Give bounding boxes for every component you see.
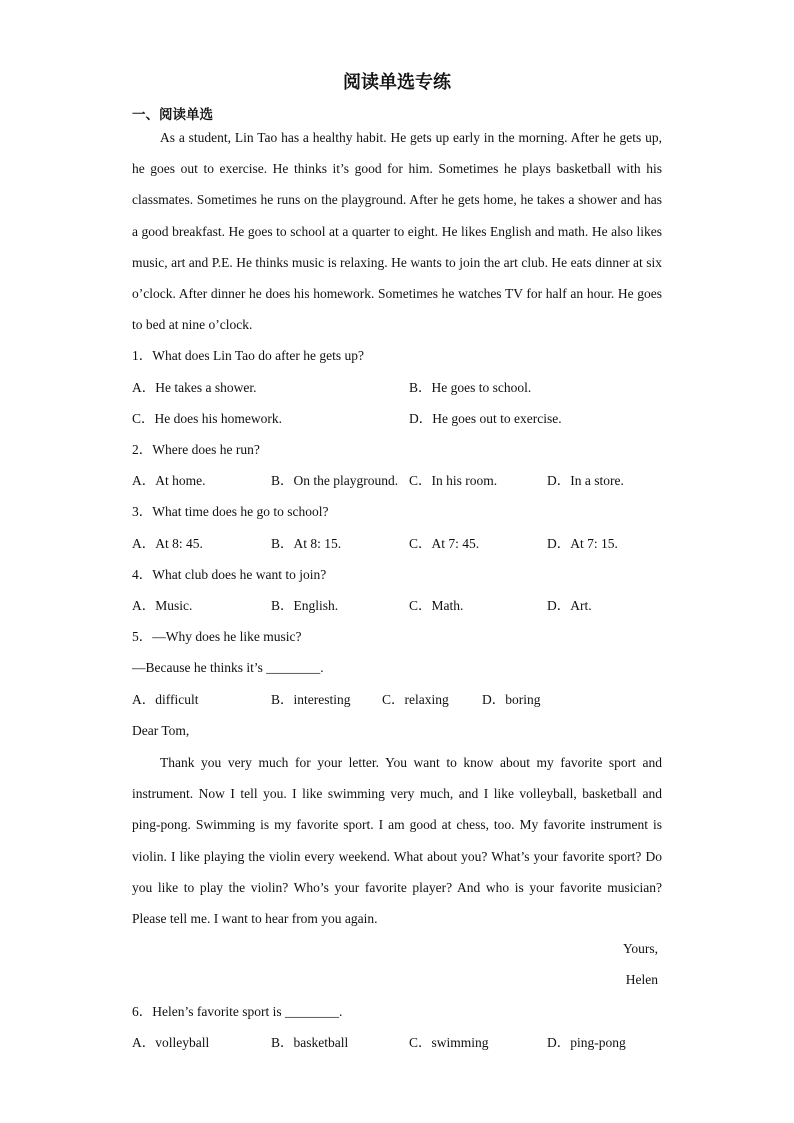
- question-6-option-d: D．ping-pong: [547, 1035, 626, 1050]
- question-5-stem-response: —Because he thinks it’s ________.: [132, 660, 324, 675]
- question-6-option-c: C．swimming: [409, 1035, 489, 1050]
- question-2-option-b: B．On the playground.: [271, 473, 399, 488]
- question-2-option-d: D．In a store.: [547, 473, 624, 488]
- question-2-option-c: C．In his room.: [409, 473, 498, 488]
- question-5-option-a: A．difficult: [132, 692, 199, 707]
- question-1-option-a: A．He takes a shower.: [132, 380, 257, 395]
- section-heading: 一、阅读单选: [132, 107, 213, 123]
- letter-greeting: Dear Tom,: [132, 723, 190, 738]
- question-1-option-d: D．He goes out to exercise.: [409, 411, 562, 426]
- question-5-option-b: B．interesting: [271, 692, 351, 707]
- letter-signature: Helen: [625, 972, 658, 987]
- letter-closing: Yours,: [622, 941, 658, 956]
- question-3-stem: 3．What time does he go to school?: [132, 504, 329, 519]
- question-6-option-b: B．basketball: [271, 1035, 349, 1050]
- question-1-stem: 1．What does Lin Tao do after he gets up?: [132, 348, 364, 363]
- question-2-stem: 2．Where does he run?: [132, 442, 260, 457]
- letter-body: Thank you very much for your letter. You want to know about my favorite sport and instrument. Now I tell you. I like swimming very much, and I like volleyball, basketball and ping-pong. Swimming is my favorite sport. I am good at chess, too. My favorite instrument is violin. I like playing the violin every weekend. What about you? What’s your favorite sport? Do you like to play the violin? Who’s your favorite player? And who is your favorite musician? Please tell me. I want to hear from you again.: [132, 755, 662, 927]
- question-4-option-a: A．Music.: [132, 598, 193, 613]
- question-4-option-d: D．Art.: [547, 598, 592, 613]
- question-5-option-c: C．relaxing: [382, 692, 449, 707]
- question-4-stem: 4．What club does he want to join?: [132, 567, 327, 582]
- question-5-option-d: D．boring: [482, 692, 541, 707]
- question-3-option-d: D．At 7: 15.: [547, 536, 618, 551]
- reading-passage-1: As a student, Lin Tao has a healthy habit. He gets up early in the morning. After he gets up, he goes out to exercise. He thinks it’s good for him. Sometimes he plays basketball with his classmates. Sometimes he runs on the playground. After he gets home, he takes a shower and has a good breakfast. He goes to school at a quarter to eight. He likes English and math. He also likes music, art and P.E. He thinks music is relaxing. He wants to join the art club. He eats dinner at six o’clock. After dinner he does his homework. Sometimes he watches TV for half an hour. He goes to bed at nine o’clock.: [132, 130, 662, 333]
- question-1-option-b: B．He goes to school.: [409, 380, 532, 395]
- question-3-option-c: C．At 7: 45.: [409, 536, 480, 551]
- question-5-stem: 5．—Why does he like music?: [132, 629, 302, 644]
- question-3-option-b: B．At 8: 15.: [271, 536, 342, 551]
- question-6-stem: 6．Helen’s favorite sport is ________.: [132, 1004, 343, 1019]
- question-2-option-a: A．At home.: [132, 473, 206, 488]
- question-6-option-a: A．volleyball: [132, 1035, 210, 1050]
- question-1-option-c: C．He does his homework.: [132, 411, 282, 426]
- question-4-option-b: B．English.: [271, 598, 339, 613]
- question-3-option-a: A．At 8: 45.: [132, 536, 203, 551]
- page-title: 阅读单选专练: [343, 72, 451, 93]
- question-4-option-c: C．Math.: [409, 598, 464, 613]
